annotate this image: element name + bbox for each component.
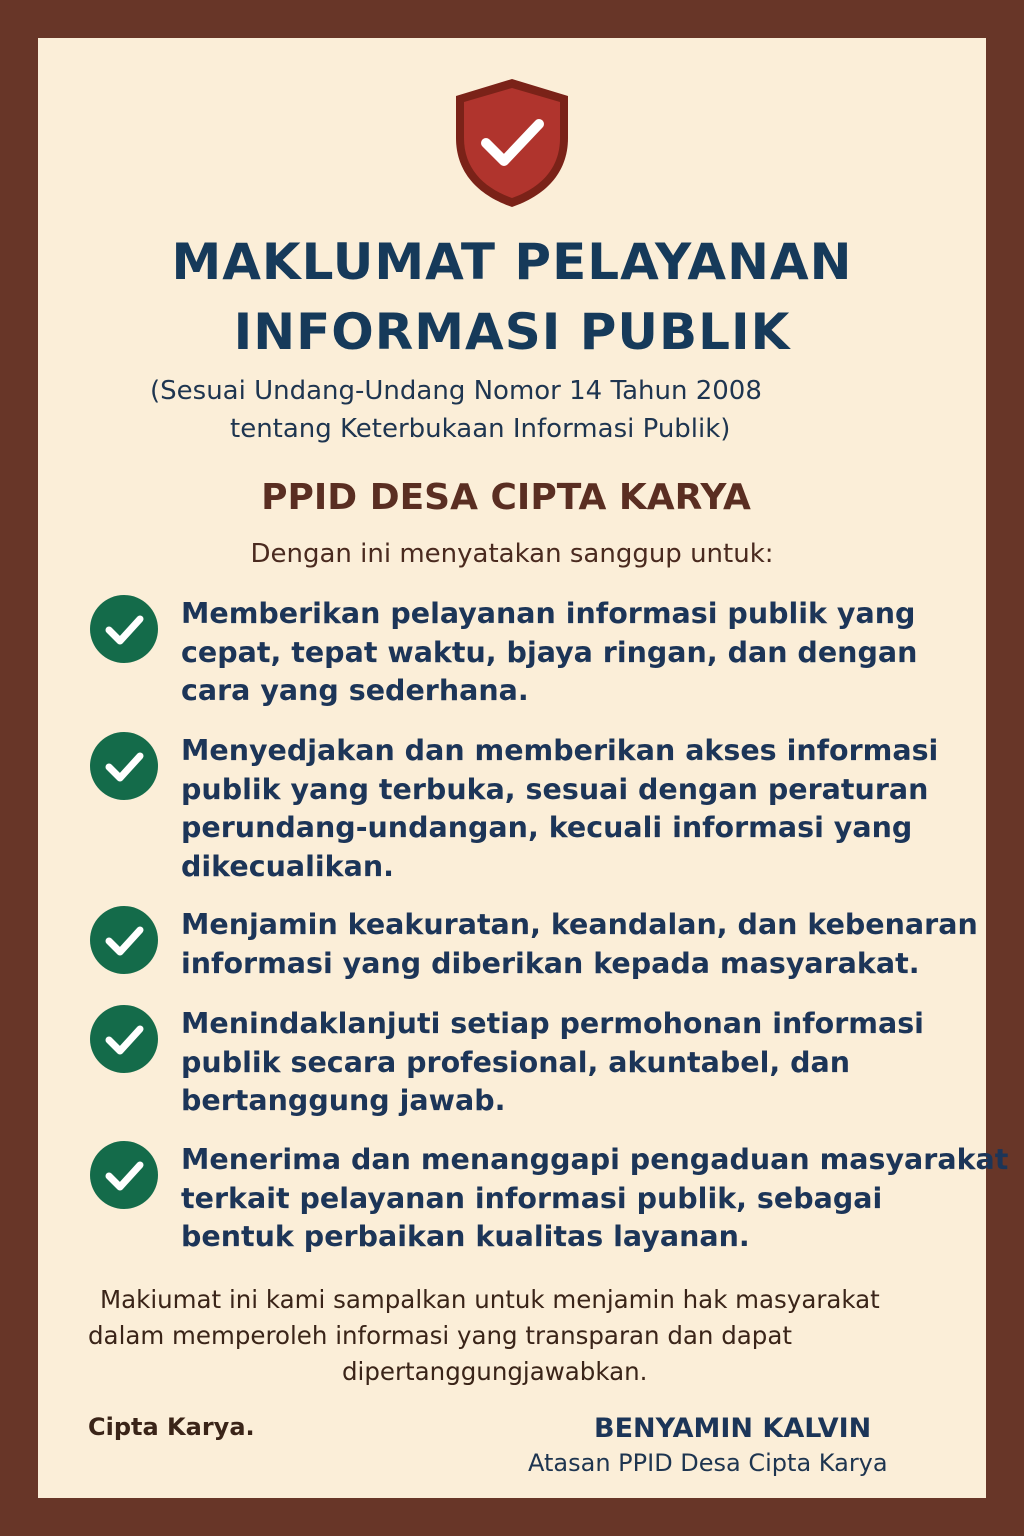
- commitment-text: [181, 1005, 971, 1121]
- commitment-text: [181, 906, 978, 983]
- commitment-line: Menindaklanjuti setiap permohonan informasi: [181, 1007, 924, 1040]
- commitment-line: publik yang terbuka, sesuai dengan peraturan: [181, 772, 929, 806]
- organization-name: PPID DESA CIPTA KARYA: [261, 477, 751, 518]
- check-circle-icon: [90, 595, 158, 663]
- shield-check-icon: [450, 76, 574, 210]
- check-circle-icon: [90, 1005, 158, 1073]
- check-circle-icon: [90, 906, 158, 974]
- check-circle-icon: [90, 732, 158, 800]
- commitment-line: cara yang sederhana.: [181, 674, 529, 707]
- commitment-line: Menerima dan menanggapi pengaduan masyarakat: [181, 1143, 1009, 1176]
- commitment-line: bentuk perbaikan kualitas layanan.: [181, 1220, 750, 1253]
- commitment-line: Menjamin keakuratan, keandalan, dan kebenaran: [181, 908, 978, 941]
- subtitle-line-2: tentang Keterbukaan Informasi Publik): [230, 414, 731, 444]
- commitment-line: Menyedjakan dan memberikan akses informasi: [181, 734, 939, 767]
- commitment-text: [181, 595, 971, 711]
- commitment-line: bertanggung jawab.: [181, 1084, 506, 1117]
- commitment-text: [181, 732, 971, 886]
- commitment-line: publik secara profesional, akuntabel, dan: [181, 1045, 851, 1079]
- commitment-line: cepat, tepat waktu, bjaya ringan, dan dengan: [181, 635, 918, 669]
- commitment-line: Memberikan pelayanan informasi publik yang: [181, 597, 916, 630]
- title-line-2: INFORMASI PUBLIK: [233, 303, 791, 361]
- commitment-text: [181, 1141, 1009, 1257]
- commitment-line: informasi yang diberikan kepada masyarakat.: [181, 946, 920, 980]
- intro-statement: Dengan ini menyatakan sanggup untuk:: [250, 539, 774, 569]
- subtitle-line-1: (Sesuai Undang-Undang Nomor 14 Tahun 2008: [150, 376, 762, 406]
- closing-line-1: Makiumat ini kami sampalkan untuk menjamin hak masyarakat: [100, 1285, 880, 1314]
- check-circle-icon: [90, 1141, 158, 1209]
- title-line-1: MAKLUMAT PELAYANAN: [171, 233, 853, 291]
- commitment-line: perundang-undangan, kecuali informasi yang: [181, 811, 913, 844]
- commitment-line: dikecualikan.: [181, 849, 394, 883]
- signatory-name: BENYAMIN KALVIN: [594, 1413, 872, 1444]
- closing-line-2: dalam memperoleh informasi yang transparan dan dapat: [88, 1321, 792, 1350]
- closing-line-3: dipertanggungjawabkan.: [342, 1357, 648, 1386]
- place-label: Cipta Karya.: [88, 1413, 255, 1441]
- commitment-line: terkait pelayanan informasi publik, sebagai: [181, 1181, 883, 1215]
- signatory-title: Atasan PPID Desa Cipta Karya: [528, 1449, 888, 1477]
